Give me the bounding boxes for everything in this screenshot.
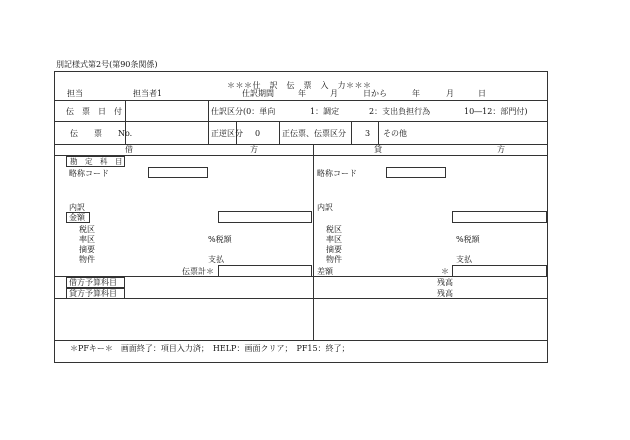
reverse-class-label: 正逆区分: [211, 129, 243, 138]
period-year2: 年: [412, 89, 420, 98]
difference-input[interactable]: [452, 265, 547, 277]
credit-amount-input[interactable]: [452, 211, 547, 223]
debit-tax-class-label: 税区: [79, 225, 95, 234]
period-day2: 日: [478, 89, 486, 98]
period-month2: 月: [446, 89, 454, 98]
debit-header-right: 方: [250, 145, 258, 154]
period-label: 仕訳期間: [242, 89, 274, 98]
debit-amount-label: 金額: [69, 213, 85, 222]
rule: [55, 298, 547, 299]
credit-short-code-label: 略称コード: [317, 169, 357, 178]
rule: [55, 100, 547, 101]
credit-item-label: 物件: [326, 255, 342, 264]
voucher-total-label: 伝票計＊: [182, 267, 214, 276]
debit-balance-label: 残高: [437, 278, 453, 287]
debit-budget-label: 借方予算科目: [69, 278, 117, 287]
credit-budget-label: 貸方予算科目: [69, 289, 117, 298]
debit-summary-label: 摘要: [79, 245, 95, 254]
credit-balance-label: 残高: [437, 289, 453, 298]
period-month1: 月: [330, 89, 338, 98]
credit-header-left: 貸: [374, 145, 382, 154]
rule: [55, 121, 547, 122]
rule: [313, 144, 314, 340]
tanto-label: 担当: [67, 89, 83, 98]
credit-tax-class-label: 税区: [326, 225, 342, 234]
voucher-total-input[interactable]: [218, 265, 312, 277]
reverse-class-value[interactable]: 0: [255, 129, 261, 138]
credit-tax-percent-label: %税額: [456, 235, 480, 244]
screen-title: ＊＊＊仕 訳 伝 票 入 力＊＊＊: [227, 81, 372, 90]
entry-type-option-2: 2：支出負担行為: [369, 107, 431, 116]
entry-type-option-1: 1：調定: [310, 107, 340, 116]
tanto-name: 担当者1: [133, 89, 163, 98]
difference-star: ＊: [441, 267, 449, 276]
credit-payment-label: 支払: [456, 255, 472, 264]
rule: [55, 340, 547, 341]
credit-naiyaku-label: 内訳: [317, 203, 333, 212]
difference-label: 差額: [317, 267, 333, 276]
debit-rate-class-label: 率区: [79, 235, 95, 244]
entry-type-label: 仕訳区分(0：単向: [211, 107, 276, 116]
period-from-day: 日から: [363, 89, 387, 98]
rule: [55, 155, 547, 156]
debit-amount-input[interactable]: [218, 211, 312, 223]
period-year1: 年: [298, 89, 306, 98]
rule: [279, 121, 280, 144]
rule: [378, 121, 379, 144]
form-caption: 別記様式第2号(第90条関係): [56, 60, 158, 69]
debit-tax-percent-label: %税額: [208, 235, 232, 244]
credit-rate-class-label: 率区: [326, 235, 342, 244]
voucher-date-label: 伝 票 日 付: [66, 107, 122, 116]
rule: [208, 100, 209, 144]
account-label: 勘 定 科 目: [70, 157, 123, 166]
debit-naiyaku-label: 内訳: [69, 203, 85, 212]
credit-short-code-input[interactable]: [386, 167, 446, 178]
voucher-no-label: 伝 票 No.: [70, 129, 133, 138]
rule: [351, 121, 352, 144]
debit-short-code-input[interactable]: [148, 167, 208, 178]
other-label: その他: [383, 129, 407, 138]
pf-key-help: ＊PFキー＊ 画面終了：項目入力済； HELP：画面クリア； PF15：終了；: [70, 344, 350, 353]
debit-header-left: 借: [125, 145, 133, 154]
credit-summary-label: 摘要: [326, 245, 342, 254]
debit-item-label: 物件: [79, 255, 95, 264]
debit-payment-label: 支払: [208, 255, 224, 264]
voucher-type-label: 正伝票、伝票区分: [282, 129, 346, 138]
debit-short-code-label: 略称コード: [69, 169, 109, 178]
entry-type-option-3: 10―12：部門付): [464, 107, 528, 116]
credit-header-right: 方: [497, 145, 505, 154]
voucher-type-value[interactable]: 3: [365, 129, 371, 138]
